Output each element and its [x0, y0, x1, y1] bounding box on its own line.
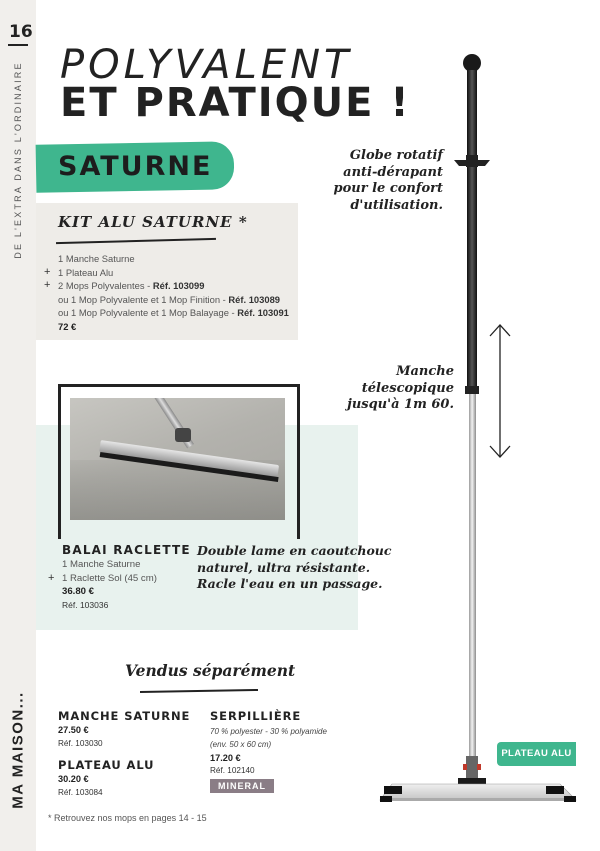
product-detail: 70 % polyester - 30 % polyamide	[210, 727, 327, 736]
product-serpilliere	[210, 709, 327, 794]
handle-lower	[469, 394, 476, 756]
kit-contents	[44, 252, 289, 334]
kit-line-text: ou 1 Mop Polyvalente et 1 Mop Finition -	[58, 293, 229, 305]
product-manche	[58, 709, 190, 748]
kit-line-text: 1 Plateau Alu	[58, 266, 114, 278]
annotation-line: télescopique	[361, 380, 454, 396]
balai-description-line: naturel, ultra résistante.	[197, 559, 371, 575]
balai-description-line: Double lame en caoutchouc	[197, 543, 392, 558]
kit-line-ref: Réf. 103091	[237, 307, 289, 319]
annotation-line: Globe rotatif	[349, 148, 443, 163]
page-number-underline	[8, 44, 28, 46]
handle-upper	[467, 167, 477, 389]
product-ref: Réf. 103084	[58, 788, 103, 797]
balai-price: 36.80 €	[62, 586, 95, 597]
annotation-line: Manche	[396, 364, 454, 379]
saturne-banner-label: SATURNE	[58, 151, 213, 182]
page-title-line2: ET PRATIQUE !	[60, 80, 411, 126]
product-name: MANCHE SATURNE	[58, 709, 191, 723]
kit-line	[58, 306, 289, 320]
separately-underline	[140, 689, 258, 693]
mop-plate	[380, 784, 576, 802]
plus-icon: +	[48, 571, 55, 584]
product-name: PLATEAU ALU	[58, 758, 155, 772]
balai-line-text: 1 Raclette Sol (45 cm)	[62, 572, 157, 584]
plus-icon: +	[44, 279, 51, 292]
balai-ref: Réf. 103036	[62, 599, 109, 610]
sidebar-tagline: DE L'EXTRA DANS L'ORDINAIRE	[13, 61, 23, 259]
handle-foot	[466, 756, 478, 778]
kit-line	[44, 279, 289, 293]
kit-title: KIT ALU SATURNE *	[58, 213, 248, 231]
mineral-badge: MINERAL	[210, 779, 274, 793]
kit-line-text: 2 Mops Polyvalentes -	[58, 280, 153, 292]
grip-collar	[454, 160, 490, 166]
product-plateau	[58, 758, 154, 797]
balai-line: 1 Manche Saturne	[62, 559, 141, 570]
mop-handle	[454, 54, 490, 790]
kit-line-text: ou 1 Mop Polyvalente et 1 Mop Balayage -	[58, 307, 238, 319]
annotation-line: anti-dérapant	[343, 164, 443, 180]
handle-grip	[467, 70, 477, 155]
telescopic-arrow	[490, 325, 510, 457]
page-number: 16	[9, 22, 33, 42]
plateau-alu-badge: PLATEAU ALU	[497, 742, 576, 766]
rotating-globe	[463, 54, 481, 72]
product-price: 27.50 €	[58, 725, 89, 735]
balai-line	[48, 571, 157, 586]
globe-annotation	[334, 148, 443, 214]
kit-line-text: 1 Manche Saturne	[58, 253, 135, 264]
annotation-line: d'utilisation.	[350, 197, 443, 213]
separately-heading: Vendus séparément	[125, 661, 296, 680]
page-title-line1: POLYVALENT	[60, 42, 353, 88]
kit-line-ref: Réf. 103099	[152, 280, 205, 292]
product-price: 30.20 €	[58, 774, 89, 784]
telescopic-annotation	[347, 364, 454, 414]
balai-contents	[48, 558, 157, 612]
product-detail: (env. 50 x 60 cm)	[210, 739, 272, 749]
kit-line-ref: Réf. 103089	[228, 293, 281, 305]
product-price: 17.20 €	[210, 753, 241, 763]
kit-line	[44, 265, 289, 280]
product-name: SERPILLIÈRE	[210, 709, 302, 723]
annotation-line: jusqu'à 1m 60.	[347, 397, 454, 412]
kit-line	[58, 293, 289, 307]
kit-line	[58, 252, 289, 266]
product-ref: Réf. 102140	[210, 766, 255, 775]
product-ref: Réf. 103030	[58, 739, 103, 748]
sidebar-footer: MA MAISON...	[9, 691, 27, 809]
balai-description	[197, 543, 391, 593]
plus-icon: +	[44, 265, 51, 278]
balai-description-line: Racle l'eau en un passage.	[197, 576, 383, 591]
handle-joint	[465, 386, 479, 394]
footnote: * Retrouvez nos mops en pages 14 - 15	[48, 813, 207, 823]
squeegee-clamp	[175, 428, 191, 442]
kit-price: 72 €	[58, 320, 77, 332]
balai-title: BALAI RACLETTE	[62, 543, 191, 557]
squeegee-photo	[70, 398, 285, 520]
annotation-line: pour le confort	[333, 181, 443, 196]
